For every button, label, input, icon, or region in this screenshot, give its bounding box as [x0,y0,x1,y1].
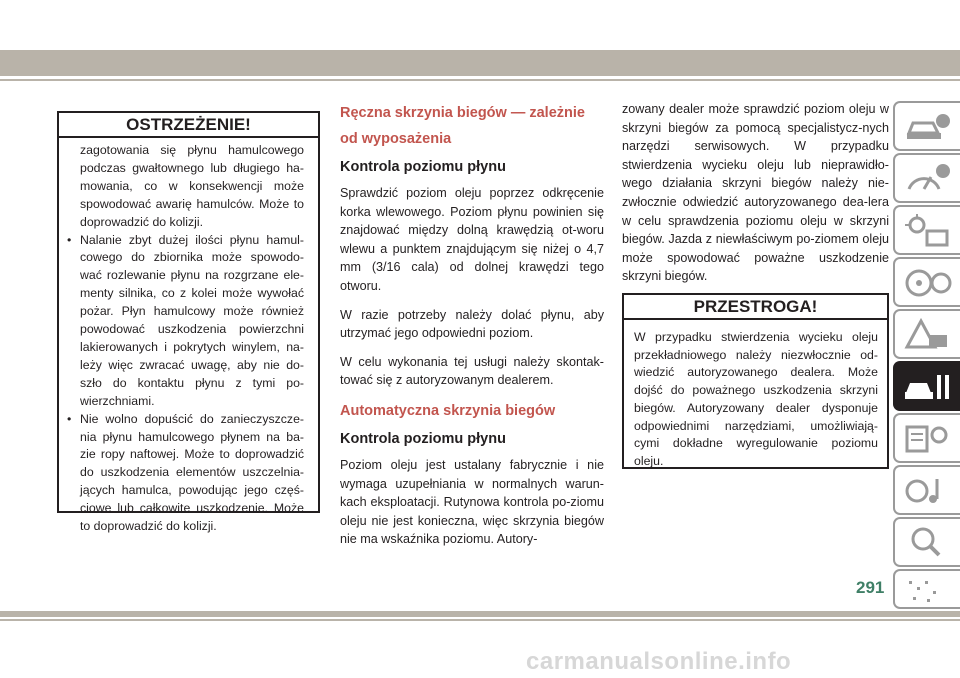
watermark: carmanualsonline.info [526,648,792,675]
tab-starting-driving[interactable] [893,257,960,307]
warning-bullet-list [65,232,304,536]
airbag-seatbelt-icon [903,213,953,249]
car-info-icon [903,109,953,145]
tab-car-info[interactable] [893,101,960,151]
warning-bullet-item: • Nalanie zbyt dużej ilości płynu hamul-cowego do zbiornika może spowodo-wać rozlewanie płynu na rozgrzane ele-menty silnika, co z kolei może wywołać pożar. Płyn hamulcowy może również powodować uszkodzenia powierzchni lakierowanych i pokrytych winylem, na-leży więc zwracać uwagę, aby nie do-szło do kontaktu płynu z tymi po-wierzchniami. [65,232,304,411]
tab-emergency[interactable] [893,309,960,359]
dashboard-warning-icon [903,161,953,197]
warning-bullet-item: • Nie wolno dopuścić do zanieczyszcze-nia płynu hamulcowego płynem na ba-zie ropy naftowej. Może to doprowadzić do uszkodzenia elementów uszczelnia-jących hamulca, powodując jego częś-ciowe lub całkowite uszkodzenie. Może to doprowadzić do kolizji. [65,411,304,536]
warning-box [57,111,320,534]
caution-box [622,293,889,469]
alphabet-index-icon [903,577,953,607]
automatic-transmission-heading: Automatyczna skrzynia biegów [340,402,556,419]
page-number: 291 [856,578,885,597]
manual-paragraph-3: W celu wykonania tej usługi należy skontak-tować się z autoryzowanym dealerem. [340,354,604,388]
specifications-gear-icon [903,421,953,457]
tab-specifications[interactable] [893,413,960,463]
manual-transmission-heading [340,100,604,152]
manual-heading-line1: Ręczna skrzynia biegów — zależnie [340,105,585,121]
warning-body [59,138,318,536]
search-icon [903,525,953,561]
manual-paragraph-2: W razie potrzeby należy dolać płynu, aby utrzymać jego odpowiedni poziom. [340,307,604,341]
automatic-fluid-check-subheading: Kontrola poziomu płynu [340,430,506,447]
warning-title: OSTRZEŻENIE! [59,113,318,138]
starting-driving-icon [903,265,953,301]
car-wrench-icon [903,369,953,405]
automatic-paragraph-1: Poziom oleju jest ustalany fabrycznie i nie wymaga uzupełniania w normalnych warun-kach eksploatacji. Rutynowa kontrola po-ziomu oleju nie jest konieczna, więc skrzynia biegów nie ma wskaźnika poziomu. Autory- [340,457,604,547]
tab-safety[interactable] [893,205,960,255]
tab-multimedia[interactable] [893,465,960,515]
bottom-divider-line [0,619,960,621]
multimedia-music-icon [903,473,953,509]
caution-title: PRZESTROGA! [624,295,887,320]
manual-fluid-check-subheading: Kontrola poziomu płynu [340,159,506,175]
tab-search[interactable] [893,517,960,567]
tab-servicing-maintenance[interactable] [893,361,960,411]
caution-body: W przypadku stwierdzenia wycieku oleju przekładniowego należy niezwłocznie od-wiedzić autoryzowanego dealera. Może dojść do poważnego uszkodzenia skrzyni biegów. Autoryzowany dealer dysponuje odpowiednimi narzędziami, umożliwiają-cymi dokładne wyregulowanie poziomu oleju. [634,330,878,468]
bottom-decorative-band [0,611,960,617]
warning-continuation-text: zagotowania się płynu hamulcowego podczas gwałtownego lub długiego ha-mowania, co w konsekwencji może spowodować awarię hamulców. Może to doprowadzić do kolizji. [80,143,304,229]
top-divider-line [0,79,960,81]
tab-dashboard[interactable] [893,153,960,203]
right-column [622,100,889,296]
middle-column [340,100,604,559]
top-decorative-band [0,50,960,76]
tab-index[interactable] [893,569,960,609]
manual-paragraph-1: Sprawdzić poziom oleju poprzez odkręcenie korka wlewowego. Poziom płynu powinien się znajdować między dolną krawędzią ot-woru wlewu a punktem znajdującym się niżej o 4,7 mm (3/16 cala) od dolnej krawędzi tego otworu. [340,186,604,293]
hazard-triangle-icon [903,317,953,353]
automatic-paragraph-continued: zowany dealer może sprawdzić poziom oleju w skrzyni biegów za pomocą specjalistycz-nych narzędzi serwisowych. W przypadku stwierdzenia wycieku oleju lub nieprawidło-wego działania skrzyni biegów należy nie-zwłocznie odwiedzić autoryzowanego dea-lera w celu sprawdzenia poziomu oleju w skrzyni biegów. Jazda z niewłaściwym po-ziomem oleju może spowodować poważne uszkodzenie skrzyni biegów. [622,102,889,284]
manual-heading-line2: od wyposażenia [340,131,452,147]
